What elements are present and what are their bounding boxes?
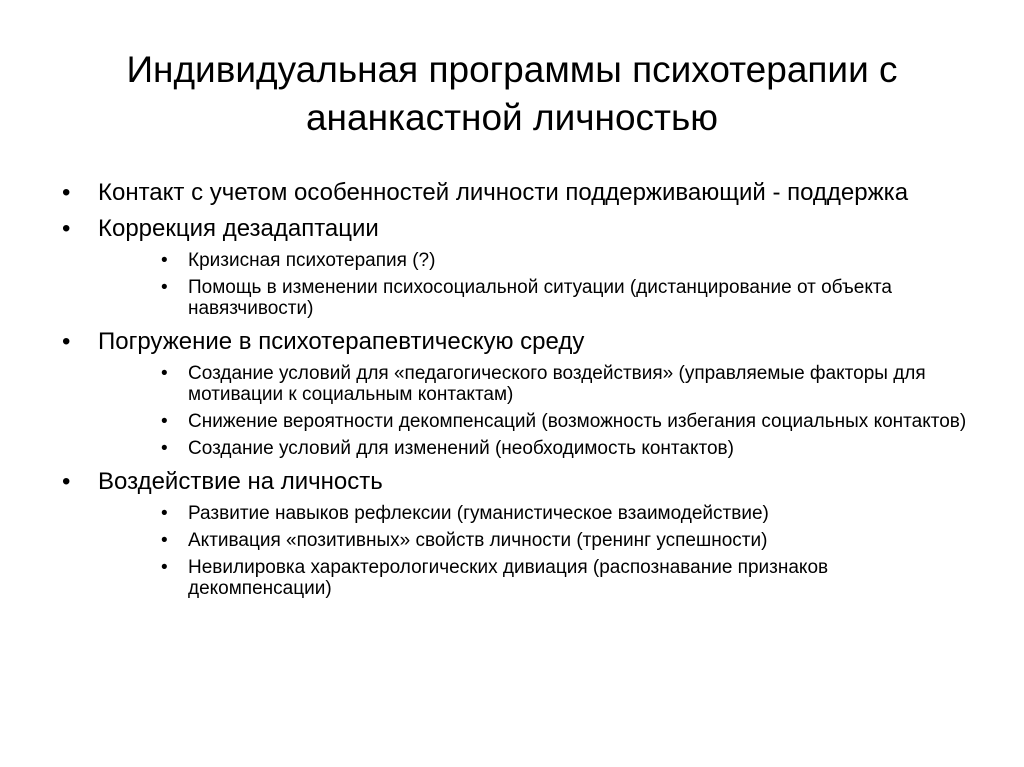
list-item-text: Воздействие на личность — [98, 468, 383, 495]
sub-list-item — [62, 411, 972, 432]
sub-list — [62, 250, 972, 319]
bullet-icon: • — [161, 277, 168, 298]
sub-list-item — [62, 277, 972, 319]
sub-list-item-text: Снижение вероятности декомпенсаций (возможность избегания социальных контактов) — [188, 411, 967, 432]
sub-list-item-text: Развитие навыков рефлексии (гуманистическое взаимодействие) — [188, 503, 769, 524]
sub-list-item-text: Кризисная психотерапия (?) — [188, 250, 436, 271]
sub-list-item — [62, 363, 972, 405]
list-item-text: Контакт с учетом особенностей личности поддерживающий - поддержка — [98, 179, 909, 206]
sub-list-item-text: Невилировка характерологических дивиация (распознавание признаков декомпенсации) — [188, 557, 829, 599]
list-item — [62, 216, 972, 242]
bullet-list — [62, 180, 972, 609]
bullet-icon: • — [62, 179, 71, 206]
list-item — [62, 469, 972, 495]
bullet-icon: • — [161, 438, 168, 459]
list-item — [62, 180, 972, 206]
bullet-icon: • — [62, 215, 71, 242]
bullet-icon: • — [161, 363, 168, 384]
bullet-icon: • — [161, 411, 168, 432]
sub-list-item-text: Помощь в изменении психосоциальной ситуации (дистанцирование от объекта навязчивости) — [188, 277, 892, 319]
list-item-text: Коррекция дезадаптации — [98, 215, 379, 242]
sub-list-item-text: Создание условий для изменений (необходимость контактов) — [188, 438, 734, 459]
bullet-icon: • — [62, 468, 71, 495]
bullet-icon: • — [161, 503, 168, 524]
slide-title: Индивидуальная программы психотерапии с ананкастной личностью — [126, 49, 898, 138]
sub-list-item — [62, 438, 972, 459]
sub-list-item — [62, 503, 972, 524]
sub-list-item — [62, 250, 972, 271]
bullet-icon: • — [161, 530, 168, 551]
list-item — [62, 329, 972, 355]
bullet-icon: • — [161, 250, 168, 271]
list-item-text: Погружение в психотерапевтическую среду — [98, 328, 585, 355]
sub-list — [62, 503, 972, 599]
sub-list-item-text: Активация «позитивных» свойств личности (тренинг успешности) — [188, 530, 768, 551]
sub-list — [62, 363, 972, 459]
bullet-icon: • — [62, 328, 71, 355]
sub-list-item — [62, 530, 972, 551]
bullet-icon: • — [161, 557, 168, 578]
sub-list-item — [62, 557, 972, 599]
sub-list-item-text: Создание условий для «педагогического воздействия» (управляемые факторы для мотивации к социальным контактам) — [188, 363, 926, 405]
